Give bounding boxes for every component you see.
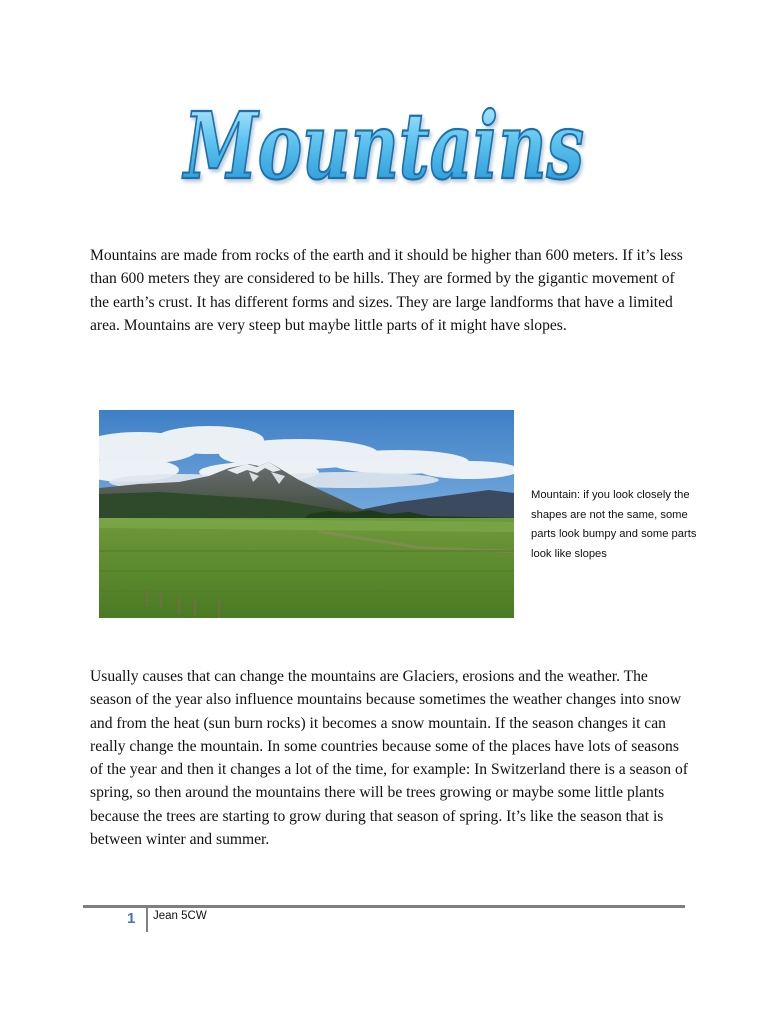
causes-paragraph: Usually causes that can change the mountains are Glaciers, erosions and the weather. The season of the year also influence mountains because sometimes the weather changes into snow and from the heat (sun burn rocks) it becomes a snow mountain. If the season changes it can really change the mountain. In some countries because some of the places have lots of seasons of the year and then it changes a lot of the time, for example: In Switzerland there is a season of spring, so then around the mountains there will be trees growing or maybe some little plants because the trees are starting to grow during that season of spring. It’s like the season that is between winter and summer. [90,668,688,849]
mountain-photo [99,410,514,618]
intro-paragraph: Mountains are made from rocks of the earth and it should be higher than 600 meters. If it’s less than 600 meters they are considered to be hills. They are formed by the gigantic movement of the earth’s crust. It has different forms and sizes. They are large landforms that have a limited area. Mountains are very steep but maybe little parts of it might have slopes. [90,247,683,334]
footer-rule [83,905,685,908]
page-title [0,80,768,200]
image-caption: Mountain: if you look closely the shapes are not the same, some parts look bumpy and some parts look like slopes [531,489,697,560]
footer-author: Jean 5CW [153,910,207,922]
title-wordart: Mountains [181,92,584,200]
footer-separator [146,907,148,932]
page-number: 1 [127,910,136,927]
